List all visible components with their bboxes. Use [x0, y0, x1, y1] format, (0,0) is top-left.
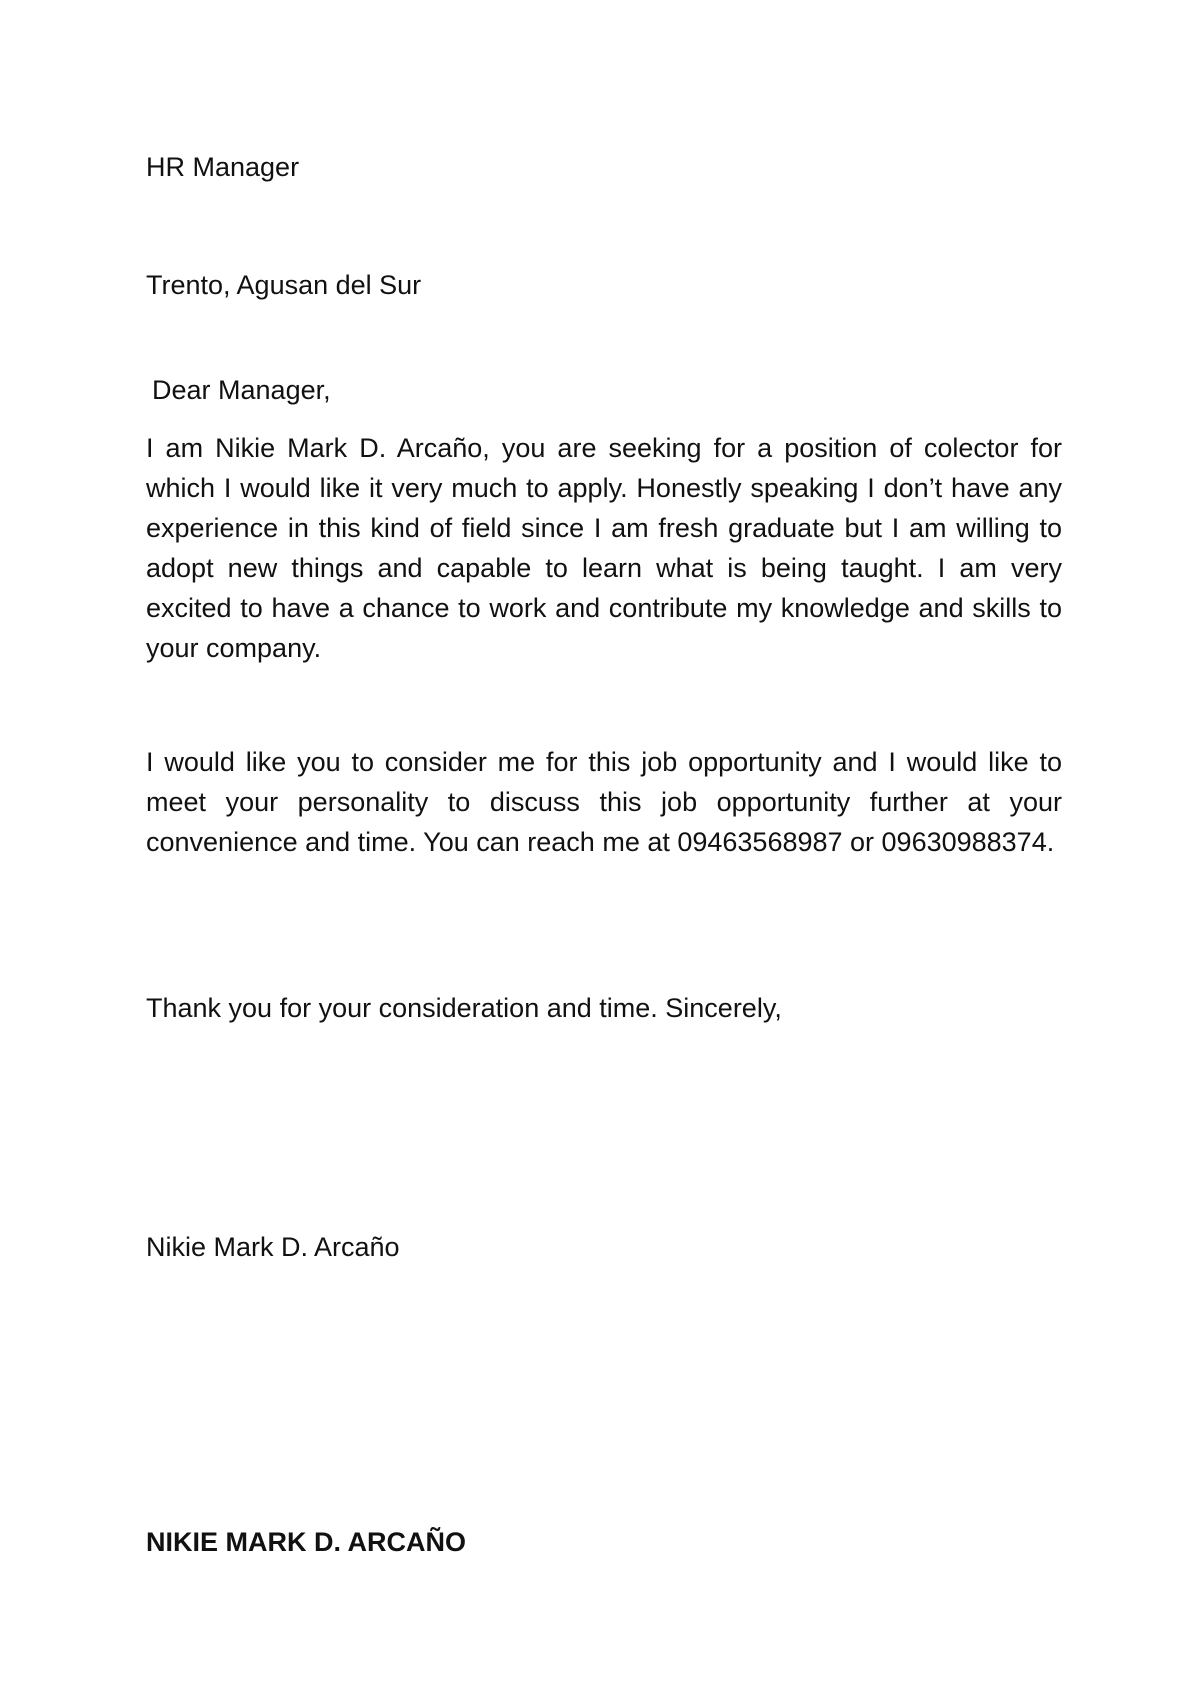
salutation: Dear Manager, — [152, 375, 331, 405]
body-paragraph-2: I would like you to consider me for this job opportunity and I would like to meet your personality to discuss this job opportunity further at your convenience and time. You can reach me at 09463568987 or 09630988374. — [146, 747, 1062, 857]
recipient-address: Trento, Agusan del Sur — [146, 270, 422, 300]
body-paragraph-1: I am Nikie Mark D. Arcaño, you are seeking for a position of colector for which I would like it very much to apply. Honestly speaking I don’t have any experience in this kind of field since I am fresh graduate but I am willing to adopt new things and capable to learn what is being taught. I am very excited to have a chance to work and contribute my knowledge and skills to your company. — [146, 433, 1062, 663]
printed-name: NIKIE MARK D. ARCAÑO — [146, 1527, 466, 1557]
signature-name: Nikie Mark D. Arcaño — [146, 1232, 400, 1262]
recipient-title: HR Manager — [146, 152, 300, 182]
closing: Thank you for your consideration and time. Sincerely, — [146, 993, 782, 1023]
